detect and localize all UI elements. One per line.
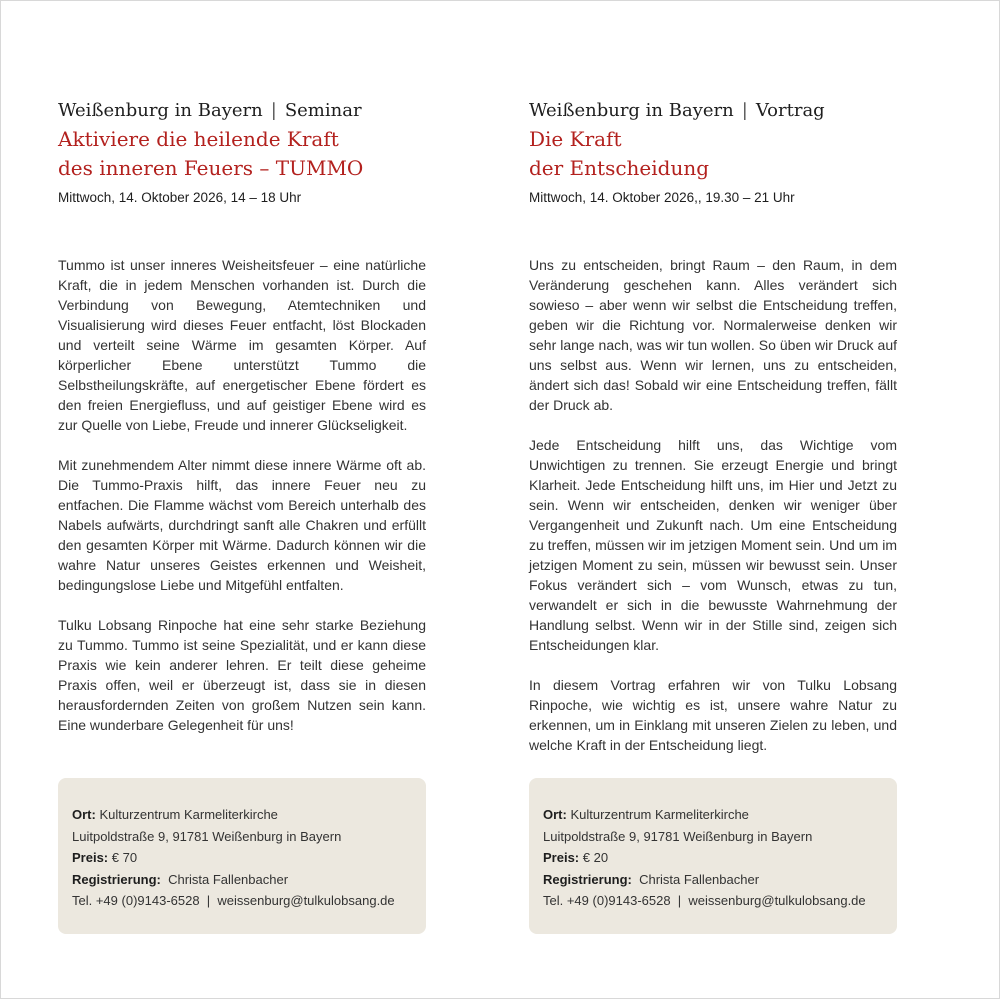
lecture-date: Mittwoch, 14. Oktober 2026,, 19.30 – 21 Uhr (529, 190, 795, 205)
lecture-title-line-2: der Entscheidung (529, 156, 710, 180)
lecture-price (543, 847, 883, 869)
seminar-contact[interactable]: Tel. +49 (0)9143-6528 | weissenburg@tulkulobsang.de (72, 893, 395, 908)
seminar-address: Luitpoldstraße 9, 91781 Weißenburg in Bayern (72, 828, 342, 844)
seminar-column (58, 98, 426, 755)
venue-value: Kulturzentrum Karmeliterkirche (99, 807, 278, 822)
heading-separator: | (270, 100, 277, 121)
lecture-type: Vortrag (755, 100, 825, 121)
lecture-column (529, 98, 897, 775)
seminar-registration (72, 869, 412, 891)
registration-value: Christa Fallenbacher (639, 871, 760, 887)
lecture-paragraph-3: In diesem Vortrag erfahren wir von Tulku Lobsang Rinpoche, wie wichtig es ist, unsere wahre Natur zu erkennen, um in Einklang mit unseren Zielen zu leben, und welche Kraft in der Entscheidung liegt. (529, 677, 897, 753)
lecture-location: Weißenburg in Bayern (529, 100, 734, 121)
seminar-heading (58, 98, 426, 124)
price-value: € 70 (111, 850, 138, 865)
lecture-body (529, 255, 897, 755)
lecture-info-box (529, 778, 897, 934)
seminar-paragraph-2: Mit zunehmendem Alter nimmt diese innere Wärme oft ab. Die Tummo-Praxis hilft, das innere Feuer neu zu entfachen. Die Flamme wächst vom Bereich unterhalb des Nabels aufwärts, durchdringt sanft alle Chakren und erfüllt den gesamten Körper mit Wärme. Dadurch können wir die wahre Natur unseres Geistes erkennen und Weisheit, bedingungslose Liebe und Mitgefühl entfalten. (58, 457, 426, 593)
lecture-venue (543, 804, 883, 826)
seminar-info-box (58, 778, 426, 934)
lecture-paragraph-1: Uns zu entscheiden, bringt Raum – den Raum, in dem Veränderung geschehen kann. Alles verändert sich sowieso – aber wenn wir selbst die Entscheidung treffen, geben wir die Richtung vor. Normalerweise denken wir sehr lange nach, was wir tun wollen. So üben wir Druck auf uns selbst aus. Wenn wir lernen, uns zu entscheiden, ändert sich das! Sobald wir eine Entscheidung treffen, fällt der Druck ab. (529, 257, 897, 413)
venue-label: Ort: (72, 807, 96, 822)
registration-label: Registrierung: (543, 871, 632, 887)
seminar-title-line-2: des inneren Feuers – TUMMO (58, 156, 364, 180)
seminar-paragraph-1: Tummo ist unser inneres Weisheitsfeuer – eine natürliche Kraft, die in jedem Menschen vorhanden ist. Durch die Verbindung von Bewegung, Atemtechniken und Visualisierung wird dieses Feuer entfacht, löst Blockaden und verteilt seine Wärme im gesamten Körper. Auf körperlicher Ebene unterstützt Tummo die Selbstheilungskräfte, auf energetischer Ebene fördert es den freien Energiefluss, und auf geistiger Ebene wird es zur Quelle von Liebe, Freude und innerer Glückseligkeit. (58, 257, 426, 433)
seminar-paragraph-3: Tulku Lobsang Rinpoche hat eine sehr starke Beziehung zu Tummo. Tummo ist seine Spezialität, und er kann diese Praxis wie kein anderer lehren. Er teilt diese geheime Praxis offen, weil er überzeugt ist, dass sie in diesen herausfordernden Zeiten von großem Nutzen sein kann. Eine wunderbare Gelegenheit für uns! (58, 617, 426, 733)
lecture-paragraph-2: Jede Entscheidung hilft uns, das Wichtige vom Unwichtigen zu trennen. Sie erzeugt Energie und bringt Klarheit. Jede Entscheidung hilft uns, im Hier und Jetzt zu sein. Wenn wir entscheiden, denken wir weniger über Vergangenheit und Zukunft nach. Um eine Entscheidung zu treffen, müssen wir im jetzigen Moment sein. Und um im jetzigen Moment zu sein, müssen wir bewusst sein. Unser Fokus verändert sich – vom Wunsch, etwas zu tun, verwandelt er sich in die bewusste Wahrnehmung der Handlung selbst. Wenn wir in der Stille sind, zeigen sich Entscheidungen klar. (529, 437, 897, 653)
seminar-location: Weißenburg in Bayern (58, 100, 263, 121)
lecture-title (529, 125, 897, 183)
seminar-title-line-1: Aktiviere die heilende Kraft (58, 127, 339, 151)
venue-value: Kulturzentrum Karmeliterkirche (570, 807, 749, 822)
seminar-venue (72, 804, 412, 826)
seminar-price (72, 847, 412, 869)
seminar-type: Seminar (284, 100, 362, 121)
registration-label: Registrierung: (72, 871, 161, 887)
price-label: Preis: (72, 850, 109, 865)
lecture-contact[interactable]: Tel. +49 (0)9143-6528 | weissenburg@tulkulobsang.de (543, 893, 866, 908)
seminar-title (58, 125, 426, 183)
seminar-date: Mittwoch, 14. Oktober 2026, 14 – 18 Uhr (58, 190, 302, 205)
venue-label: Ort: (543, 807, 567, 822)
lecture-address: Luitpoldstraße 9, 91781 Weißenburg in Bayern (543, 828, 813, 844)
price-label: Preis: (543, 850, 580, 865)
seminar-body (58, 255, 426, 735)
heading-separator: | (741, 100, 748, 121)
lecture-heading (529, 98, 897, 124)
lecture-registration (543, 869, 883, 891)
registration-value: Christa Fallenbacher (168, 871, 289, 887)
lecture-title-line-1: Die Kraft (529, 127, 622, 151)
price-value: € 20 (582, 850, 609, 865)
